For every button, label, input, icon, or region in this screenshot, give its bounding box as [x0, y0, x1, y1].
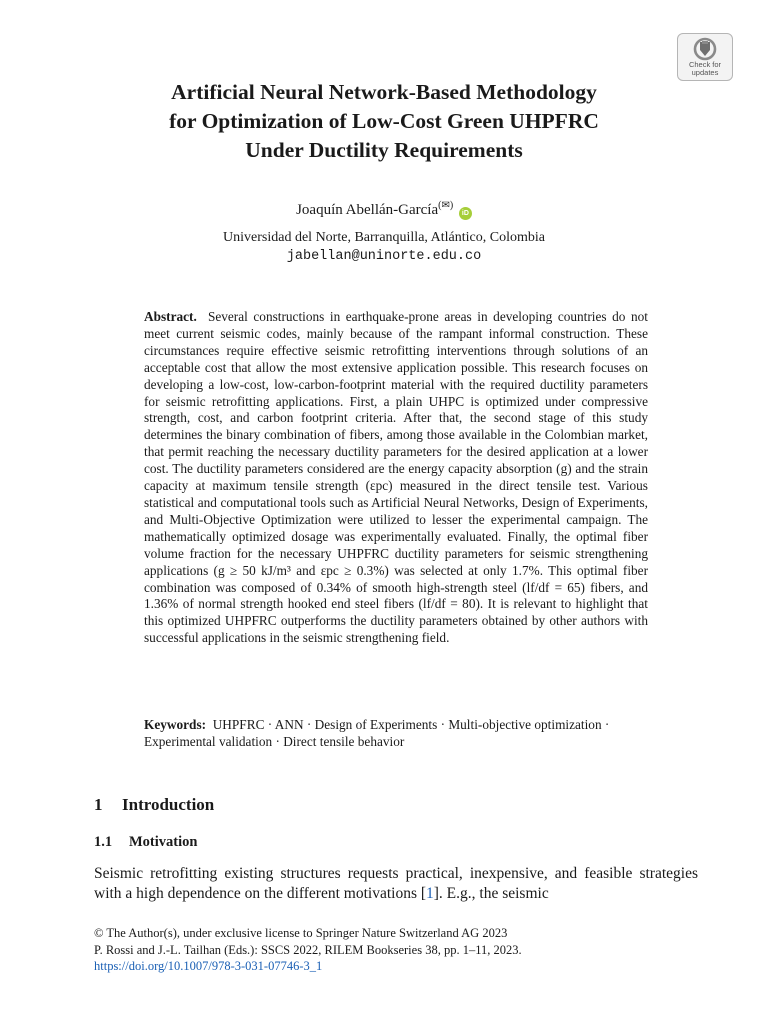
body-text-start: Seismic retrofitting existing structures requests practical, inexpensive, and feasible strategies with a high dependence on the different motivations [ — [94, 865, 698, 902]
abstract-label: Abstract. — [144, 309, 197, 324]
paper-title — [90, 78, 678, 165]
section-title: Introduction — [122, 795, 215, 814]
author-name: Joaquín Abellán-García — [296, 202, 439, 218]
body-text-end: ]. E.g., the seismic — [433, 884, 549, 902]
corresponding-mark: (✉) — [438, 200, 454, 211]
title-line-3: Under Ductility Requirements — [245, 138, 523, 162]
badge-line-1: Check for — [688, 60, 722, 69]
reference-link[interactable]: 1 — [426, 884, 434, 902]
subsection-number: 1.1 — [94, 834, 113, 850]
subsection-title: Motivation — [129, 834, 198, 850]
check-for-updates-icon — [691, 37, 719, 61]
body-paragraph — [94, 864, 698, 903]
author-line — [0, 196, 768, 220]
subsection-heading — [94, 833, 197, 851]
affiliation: Universidad del Norte, Barranquilla, Atlántico, Colombia — [223, 230, 545, 245]
doi-link[interactable]: https://doi.org/10.1007/978-3-031-07746-3_1 — [94, 959, 323, 973]
title-line-2: for Optimization of Low-Cost Green UHPFRC — [169, 109, 599, 133]
citation-line: P. Rossi and J.-L. Tailhan (Eds.): SSCS 2022, RILEM Bookseries 38, pp. 1–11, 2023. — [94, 942, 522, 957]
author-email[interactable]: jabellan@uninorte.edu.co — [286, 249, 482, 264]
section-number: 1 — [94, 795, 103, 814]
orcid-icon[interactable]: iD — [459, 207, 472, 220]
title-line-1: Artificial Neural Network-Based Methodology — [171, 80, 597, 104]
abstract-text: Several constructions in earthquake-prone areas in developing countries do not meet current seismic codes, mainly because of the rampant informal construction. These circumstances require effective seismic retrofitting interventions through solutions of an acceptable cost that allow the most extensive application possible. This research focuses on developing a low-cost, low-carbon-footprint material with the required ductility parameters for seismic retrofitting applications. First, a plain UHPC is optimized under compressive strength, cost, and carbon footprint criteria. After that, the second stage of this study determines the binary combination of fibers, among those available in the Colombian market, that permit reaching the necessary ductility parameters for the desired application at a lower cost. The ductility parameters considered are the energy capacity absorption (g) and the strain capacity at maximum tensile strength (εpc) measured in the direct tensile test. Various statistical and computational tools such as Artificial Neural Networks, Design of Experiments, and Multi-Objective Optimization were utilized to lesser the experimental campaign. The mathematically optimized dosage was experimentally evaluated. Finally, the optimal fiber volume fraction for the necessary UHPFRC ductility parameters for seismic strengthening applications (g ≥ 50 kJ/m³ and εpc ≥ 0.3%) was selected at only 1.7%. This optimal fiber combination was composed of 0.34% of smooth high-strength steel (lf/df = 65) fibers, and 1.36% of normal strength hooked end steel fibers (lf/df = 80). It is relevant to highlight that this optimized UHPFRC outperforms the ductility parameters obtained by other authors with successful applications in the seismic strengthening field. — [144, 309, 648, 646]
check-for-updates-badge[interactable] — [677, 33, 733, 81]
keywords-text: UHPFRC · ANN · Design of Experiments · Multi-objective optimization · Experimental validation · Direct tensile behavior — [144, 717, 610, 749]
copyright-notice: © The Author(s), under exclusive license to Springer Nature Switzerland AG 2023 — [94, 926, 508, 940]
abstract — [144, 309, 648, 647]
badge-line-2: updates — [691, 68, 719, 77]
keywords — [144, 716, 648, 750]
section-heading — [94, 795, 214, 815]
footer — [94, 925, 714, 975]
keywords-label: Keywords: — [144, 717, 207, 732]
